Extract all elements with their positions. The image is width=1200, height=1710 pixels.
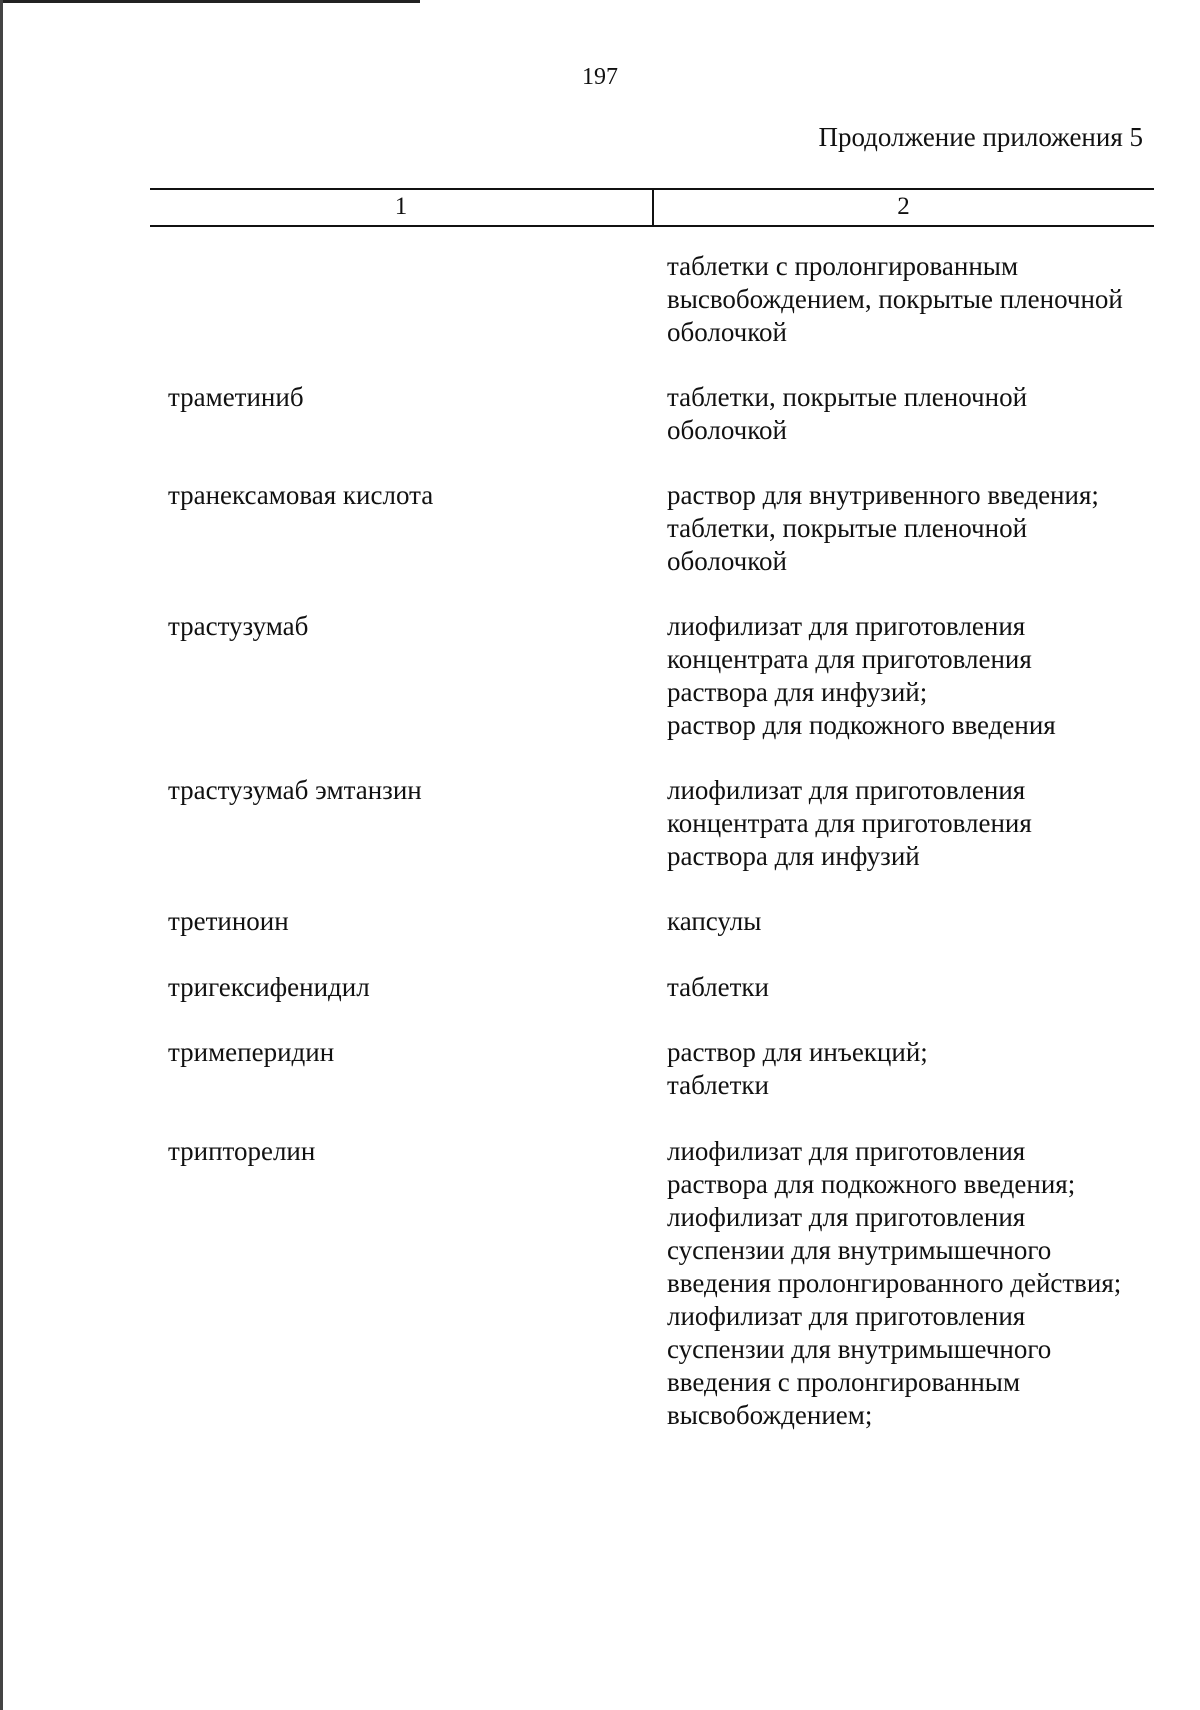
dosage-form-line: концентрата для приготовления bbox=[667, 808, 1032, 838]
dosage-form-line: введения с пролонгированным bbox=[667, 1367, 1021, 1397]
dosage-form bbox=[667, 905, 1167, 938]
dosage-form-line: концентрата для приготовления bbox=[667, 644, 1032, 674]
dosage-form-line: высвобождением; bbox=[667, 1400, 873, 1430]
dosage-form-line: таблетки с пролонгированным bbox=[667, 251, 1019, 281]
dosage-form-line: лиофилизат для приготовления bbox=[667, 775, 1026, 805]
dosage-form-line: лиофилизат для приготовления bbox=[667, 611, 1026, 641]
dosage-form bbox=[667, 250, 1167, 349]
dosage-form-line: таблетки, покрытые пленочной bbox=[667, 513, 1028, 543]
dosage-form-line: введения пролонгированного действия; bbox=[667, 1268, 1122, 1298]
dosage-form-line: таблетки, покрытые пленочной bbox=[667, 382, 1028, 412]
dosage-form-line: раствора для подкожного введения; bbox=[667, 1169, 1076, 1199]
drug-name: трастузумаб bbox=[168, 611, 309, 641]
drug-name: тригексифенидил bbox=[168, 972, 370, 1002]
dosage-form-line: раствор для подкожного введения bbox=[667, 710, 1056, 740]
page-number: 197 bbox=[582, 64, 618, 90]
dosage-form-line: таблетки bbox=[667, 1070, 770, 1100]
dosage-form bbox=[667, 479, 1167, 578]
drug-name: трастузумаб эмтанзин bbox=[168, 775, 422, 805]
drug-name: тримеперидин bbox=[168, 1037, 335, 1067]
drug-name: трипторелин bbox=[168, 1136, 316, 1166]
appendix-continuation-label: Продолжение приложения 5 bbox=[818, 122, 1143, 152]
dosage-form-line: суспензии для внутримышечного bbox=[667, 1334, 1052, 1364]
drug-name: третиноин bbox=[168, 906, 289, 936]
dosage-form bbox=[667, 774, 1167, 873]
column-header-2: 2 bbox=[897, 193, 910, 220]
dosage-form-line: оболочкой bbox=[667, 546, 787, 576]
dosage-form-line: таблетки bbox=[667, 972, 770, 1002]
scan-edge-top bbox=[0, 0, 420, 3]
drug-name: транексамовая кислота bbox=[168, 480, 434, 510]
dosage-form bbox=[667, 1135, 1167, 1432]
dosage-form-line: оболочкой bbox=[667, 415, 787, 445]
dosage-form bbox=[667, 381, 1167, 447]
dosage-form-line: оболочкой bbox=[667, 317, 787, 347]
dosage-form-line: раствора для инфузий; bbox=[667, 677, 928, 707]
dosage-form-line: суспензии для внутримышечного bbox=[667, 1235, 1052, 1265]
dosage-form bbox=[667, 1036, 1167, 1102]
dosage-form-line: раствора для инфузий bbox=[667, 841, 920, 871]
dosage-form-line: высвобождением, покрытые пленочной bbox=[667, 284, 1123, 314]
scan-edge-left bbox=[0, 0, 3, 1710]
drug-name: траметиниб bbox=[168, 382, 304, 412]
dosage-form bbox=[667, 610, 1167, 742]
dosage-form-line: раствор для внутривенного введения; bbox=[667, 480, 1099, 510]
dosage-form-line: раствор для инъекций; bbox=[667, 1037, 928, 1067]
column-header-1: 1 bbox=[394, 193, 408, 220]
table-header bbox=[150, 188, 1154, 227]
dosage-form-line: лиофилизат для приготовления bbox=[667, 1301, 1026, 1331]
dosage-form-line: капсулы bbox=[667, 906, 762, 936]
dosage-form-line: лиофилизат для приготовления bbox=[667, 1202, 1026, 1232]
dosage-form-line: лиофилизат для приготовления bbox=[667, 1136, 1026, 1166]
dosage-form bbox=[667, 971, 1167, 1004]
